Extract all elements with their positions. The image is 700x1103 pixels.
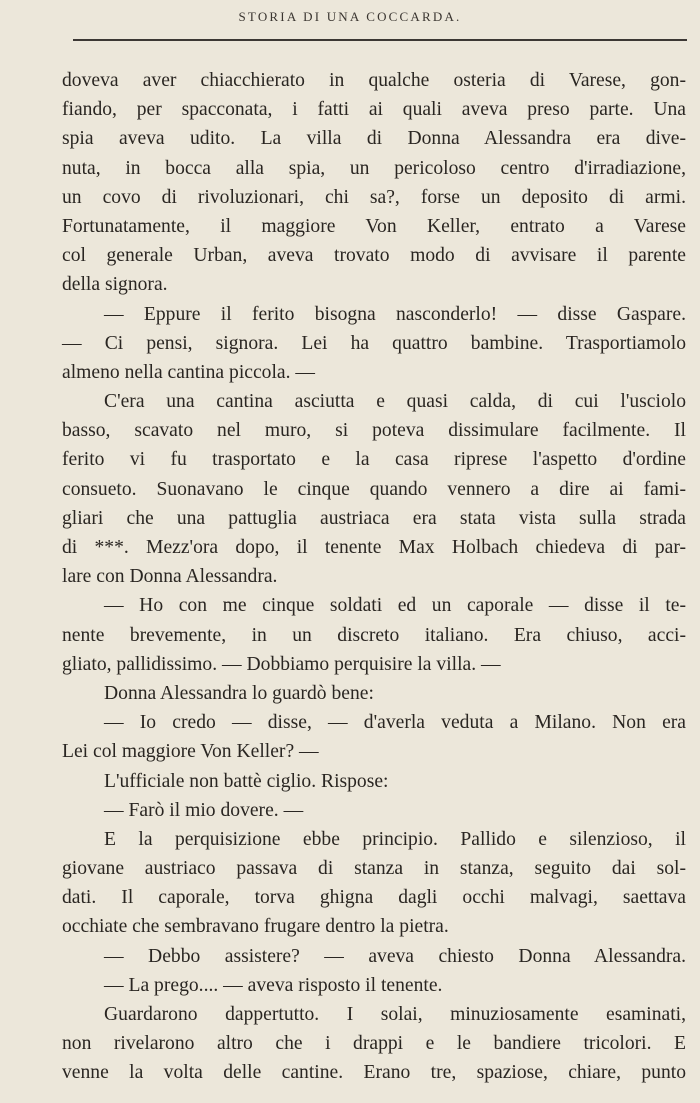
text-line: — Io credo — disse, — d'averla veduta a Milano. Non era bbox=[104, 712, 686, 734]
text-line: fiando, per spacconata, i fatti ai quali aveva preso parte. Una bbox=[62, 99, 686, 121]
text-line: di ***. Mezz'ora dopo, il tenente Max Holbach chiedeva di par- bbox=[62, 537, 686, 558]
text-line: Fortunatamente, il maggiore Von Keller, entrato a Varese bbox=[62, 215, 686, 237]
text-line: doveva aver chiacchierato in qualche osteria di Varese, gon- bbox=[62, 70, 686, 91]
text-line: Donna Alessandra lo guardò bene: bbox=[104, 682, 374, 704]
text-line: non rivelarono altro che i drappi e le bandiere tricolori. E bbox=[62, 1033, 686, 1055]
text-line: — La prego.... — aveva risposto il tenente. bbox=[104, 974, 443, 996]
text-line: venne la volta delle cantine. Erano tre, spaziose, chiare, punto bbox=[62, 1062, 686, 1084]
text-line: basso, scavato nel muro, si poteva dissimulare facilmente. Il bbox=[62, 420, 686, 442]
text-line: occhiate che sembravano frugare dentro la pietra. bbox=[62, 916, 449, 938]
text-line: — Ho con me cinque soldati ed un caporale — disse il te- bbox=[104, 595, 686, 617]
text-line: ferito vi fu trasportato e la casa riprese l'aspetto d'ordine bbox=[62, 449, 686, 471]
text-line: Guardarono dappertutto. I solai, minuziosamente esaminati, bbox=[104, 1004, 686, 1025]
text-line: nuta, in bocca alla spia, un pericoloso centro d'irradiazione, bbox=[62, 157, 686, 179]
text-line: almeno nella cantina piccola. — bbox=[62, 361, 315, 383]
text-line: — Ci pensi, signora. Lei ha quattro bambine. Trasportiamolo bbox=[62, 332, 686, 354]
text-line: col generale Urban, aveva trovato modo di avvisare il parente bbox=[62, 245, 686, 267]
text-line: C'era una cantina asciutta e quasi calda, di cui l'usciolo bbox=[104, 391, 686, 413]
text-line: Lei col maggiore Von Keller? — bbox=[62, 741, 319, 763]
text-line: lare con Donna Alessandra. bbox=[62, 566, 278, 588]
text-line: gliari che una pattuglia austriaca era stata vista sulla strada bbox=[62, 507, 686, 529]
text-line: nente brevemente, in un discreto italiano. Era chiuso, acci- bbox=[62, 624, 686, 646]
body-text bbox=[62, 66, 686, 1088]
text-line: consueto. Suonavano le cinque quando vennero a dire ai fami- bbox=[62, 478, 686, 500]
text-line: L'ufficiale non battè ciglio. Rispose: bbox=[104, 770, 389, 792]
text-line: della signora. bbox=[62, 274, 168, 296]
text-line: — Debbo assistere? — aveva chiesto Donna Alessandra. bbox=[104, 945, 686, 967]
text-line: — Eppure il ferito bisogna nasconderlo! — disse Gaspare. bbox=[104, 303, 686, 325]
text-line: un covo di rivoluzionari, chi sa?, forse un deposito di armi. bbox=[62, 186, 686, 208]
text-line: giovane austriaco passava di stanza in stanza, seguito dai sol- bbox=[62, 858, 686, 880]
text-line: E la perquisizione ebbe principio. Pallido e silenzioso, il bbox=[104, 828, 686, 850]
text-line: dati. Il caporale, torva ghigna dagli occhi malvagi, saettava bbox=[62, 887, 686, 909]
text-line: gliato, pallidissimo. — Dobbiamo perquisire la villa. — bbox=[62, 653, 501, 675]
text-line: spia aveva udito. La villa di Donna Alessandra era dive- bbox=[62, 128, 686, 150]
header-rule bbox=[73, 39, 687, 41]
text-line: — Farò il mio dovere. — bbox=[104, 799, 304, 821]
running-head: STORIA DI UNA COCCARDA. bbox=[238, 9, 462, 24]
